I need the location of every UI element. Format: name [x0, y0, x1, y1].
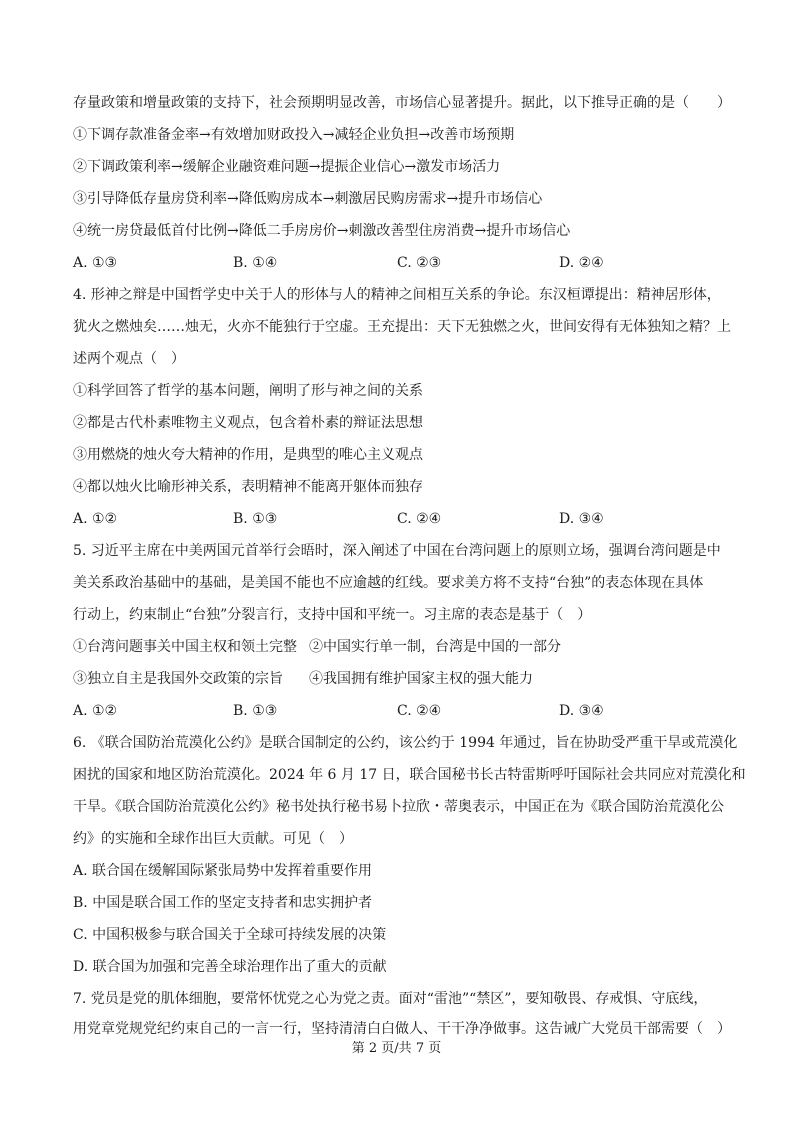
q6-option-a[interactable]: A. 联合国在缓解国际紧张局势中发挥着重要作用: [73, 863, 373, 879]
q3-options: [73, 254, 723, 272]
q3-item-4: ④统一房贷最低首付比例→降低二手房房价→刺激改善型住房消费→提升市场信心: [73, 223, 571, 239]
q7-stem-line-2: 用党章党规党纪约束自己的一言一行，坚持清清白白做人、干干净净做事。这告诫广大党员干部需要（ ）: [73, 1021, 731, 1037]
q4-item-2: ②都是古代朴素唯物主义观点，包含着朴素的辩证法思想: [73, 415, 423, 431]
q5-options: [73, 702, 723, 720]
q6-stem-line-1: 6. 《联合国防治荒漠化公约》是联合国制定的公约，该公约于 1994 年通过，旨在协助受严重干旱或荒漠化: [73, 735, 738, 751]
q4-options: [73, 510, 723, 528]
q4-option-c[interactable]: C. ②④: [397, 511, 442, 527]
q4-option-b[interactable]: B. ①③: [233, 511, 278, 527]
q5-items-row-2: [73, 670, 723, 688]
q6-option-d[interactable]: D. 联合国为加强和完善全球治理作出了重大的贡献: [73, 959, 387, 975]
q5-option-d[interactable]: D. ③④: [559, 703, 604, 719]
q5-items-row-1: [73, 638, 723, 656]
q3-option-b[interactable]: B. ①④: [233, 255, 278, 271]
q6-stem-line-2: 困扰的国家和地区防治荒漠化。2024 年 6 月 17 日，联合国秘书长古特雷斯呼吁国际社会共同应对荒漠化和: [73, 767, 746, 783]
q3-stem-continued: 存量政策和增量政策的支持下，社会预期明显改善，市场信心显著提升。据此，以下推导正确的是（ ）: [73, 95, 731, 111]
q5-item-4: ④我国拥有维护国家主权的强大能力: [309, 671, 533, 687]
q5-option-a[interactable]: A. ①②: [73, 703, 118, 719]
q3-item-1: ①下调存款准备金率→有效增加财政投入→减轻企业负担→改善市场预期: [73, 127, 515, 143]
q5-stem-line-1: 5. 习近平主席在中美两国元首举行会晤时，深入阐述了中国在台湾问题上的原则立场，强调台湾问题是中: [73, 543, 721, 559]
q6-stem-line-4: 约》的实施和全球作出巨大贡献。可见（ ）: [73, 831, 353, 847]
q6-stem-line-3: 干旱。《联合国防治荒漠化公约》秘书处执行秘书易卜拉欣・蒂奥表示，中国正在为《联合国防治荒漠化公: [73, 799, 724, 815]
q4-stem-line-3: 述两个观点（ ）: [73, 351, 185, 367]
q3-option-a[interactable]: A. ①③: [73, 255, 118, 271]
q7-stem-line-1: 7. 党员是党的肌体细胞，要常怀忧党之心为党之责。面对“雷池”“禁区”，要知敬畏、存戒惧、守底线，: [73, 991, 708, 1007]
q4-item-4: ④都以烛火比喻形神关系，表明精神不能离开躯体而独存: [73, 479, 423, 495]
q5-stem-line-2: 美关系政治基础中的基础，是美国不能也不应逾越的红线。要求美方将不支持“台独”的表态体现在具体: [73, 575, 704, 591]
q5-stem-line-3: 行动上，约束制止“台独”分裂言行，支持中国和平统一。习主席的表态是基于（ ）: [73, 607, 592, 623]
q3-item-3: ③引导降低存量房贷利率→降低购房成本→刺激居民购房需求→提升市场信心: [73, 191, 543, 207]
q5-item-3: ③独立自主是我国外交政策的宗旨: [73, 671, 283, 687]
q5-option-c[interactable]: C. ②④: [397, 703, 442, 719]
q5-item-1: ①台湾问题事关中国主权和领土完整: [73, 639, 297, 655]
q3-item-2: ②下调政策利率→缓解企业融资难问题→提振企业信心→激发市场活力: [73, 159, 501, 175]
q4-item-3: ③用燃烧的烛火夸大精神的作用，是典型的唯心主义观点: [73, 447, 423, 463]
q4-option-d[interactable]: D. ③④: [559, 511, 604, 527]
page-number-footer: 第 2 页/共 7 页: [351, 1041, 442, 1056]
q3-option-c[interactable]: C. ②③: [397, 255, 442, 271]
q6-option-c[interactable]: C. 中国积极参与联合国关于全球可持续发展的决策: [73, 927, 387, 943]
q5-item-2: ②中国实行单一制，台湾是中国的一部分: [309, 639, 561, 655]
q5-option-b[interactable]: B. ①③: [233, 703, 278, 719]
q4-item-1: ①科学回答了哲学的基本问题，阐明了形与神之间的关系: [73, 383, 423, 399]
q4-stem-line-2: 犹火之燃烛矣……烛无，火亦不能独行于空虚。王充提出：天下无独燃之火，世间安得有无体独知之精？上: [73, 319, 731, 335]
q4-option-a[interactable]: A. ①②: [73, 511, 118, 527]
q6-option-b[interactable]: B. 中国是联合国工作的坚定支持者和忠实拥护者: [73, 895, 373, 911]
q3-option-d[interactable]: D. ②④: [559, 255, 604, 271]
q4-stem-line-1: 4. 形神之辩是中国哲学史中关于人的形体与人的精神之间相互关系的争论。东汉桓谭提出：精神居形体，: [73, 287, 721, 303]
